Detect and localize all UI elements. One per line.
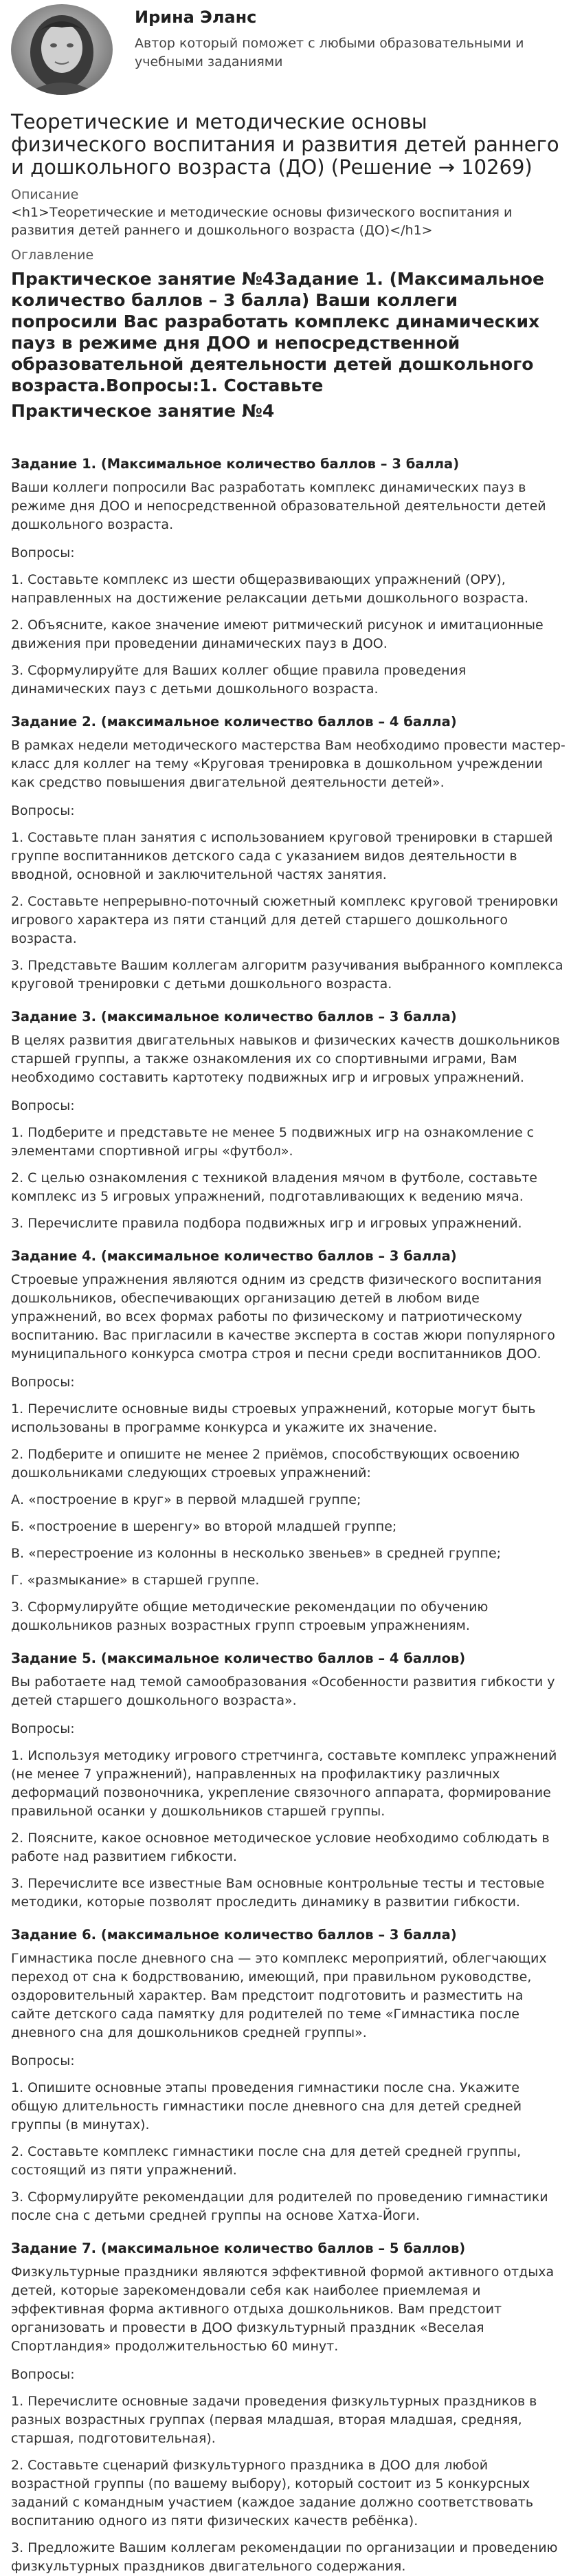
- description-label: Описание: [11, 187, 79, 202]
- task-paragraph: Г. «размыкание» в старшей группе.: [11, 1573, 260, 1588]
- task-title: Задание 3. (максимальное количество баллов – 3 балла): [11, 1009, 457, 1025]
- task-paragraph: 3. Представьте Вашим коллегам алгоритм разучивания выбранного комплекса круговой тренировки с детьми дошкольного возраста.: [11, 958, 563, 992]
- task-title: Задание 1. (Максимальное количество баллов – 3 балла): [11, 456, 460, 472]
- questions-label: Вопросы:: [11, 545, 75, 560]
- toc-heading[interactable]: Практическое занятие №43адание 1. (Максимальное количество баллов – 3 балла) Ваши коллеги попросили Вас разработать комплекс динамических пауз в режиме дня ДОО и непосредственной образовательной деятельности детей дошкольного возраста.Вопросы:1. Составьте: [11, 269, 544, 395]
- task-paragraph: 3. Перечислите все известные Вам основные контрольные тесты и тестовые методики, которые позволят проследить динамику в развитии гибкости.: [11, 1876, 545, 1910]
- task-paragraph: Физкультурные праздники являются эффективной формой активного отдыха детей, которые зарекомендовали себя как наиболее приемлемая и эффективная форма активного отдыха дошкольников. Вам предстоит организовать и провести в ДОО физкультурный праздник «Веселая Спортландия» продолжительностью 60 минут.: [11, 2264, 555, 2354]
- task-paragraph: 3. Перечислите правила подбора подвижных игр и игровых упражнений.: [11, 1216, 522, 1231]
- task-paragraph: 2. С целью ознакомления с техникой владения мячом в футболе, составьте комплекс из 5 игровых упражнений, подготавливающих к ведению мяча.: [11, 1170, 537, 1204]
- toc-subheading[interactable]: Практическое занятие №4: [11, 401, 275, 421]
- description-text: <h1>Теоретические и методические основы физического воспитания и развития детей раннего и дошкольного возраста (ДО)</h1>: [11, 205, 513, 238]
- avatar[interactable]: [11, 4, 113, 95]
- task-section: [11, 1007, 566, 1233]
- author-name[interactable]: Ирина Эланс: [135, 8, 257, 27]
- task-paragraph: 3. Сформулируйте общие методические рекомендации по обучению дошкольников разных возрастных групп строевым упражнениям.: [11, 1600, 489, 1633]
- questions-label: Вопросы:: [11, 2367, 75, 2382]
- task-paragraph: Ваши коллеги попросили Вас разработать комплекс динамических пауз в режиме дня ДОО и непосредственной образовательной деятельности детей дошкольного возраста.: [11, 480, 546, 532]
- task-paragraph: Строевые упражнения являются одним из средств физического воспитания дошкольников, обеспечивающих организацию детей в любом виде упражнений, во всех формах работы по физическому и патриотическому воспитанию. Вас пригласили в качестве эксперта в состав жюри популярного муниципального конкурса смотра строя и песни среди воспитанников ДОО.: [11, 1272, 555, 1362]
- task-title: Задание 6. (максимальное количество баллов – 3 балла): [11, 1927, 457, 1943]
- task-section: [11, 2239, 566, 2576]
- task-paragraph: 3. Сформулируйте для Ваших коллег общие правила проведения динамических пауз с детьми дошкольного возраста.: [11, 663, 467, 697]
- toc-label: Оглавление: [11, 248, 94, 263]
- task-paragraph: 1. Используя методику игрового стретчинга, составьте комплекс упражнений (не менее 7 упражнений), направленных на профилактику различных деформаций позвоночника, укрепление связочного аппарата, формирование правильной осанки у дошкольников старшей группы.: [11, 1748, 557, 1819]
- task-paragraph: 1. Опишите основные этапы проведения гимнастики после сна. Укажите общую длительность гимнастики после дневного сна для детей средней группы (в минутах).: [11, 2080, 522, 2132]
- avatar-photo-icon: [11, 4, 113, 95]
- task-section: [11, 1649, 566, 1912]
- task-paragraph: А. «построение в круг» в первой младшей группе;: [11, 1492, 361, 1507]
- questions-label: Вопросы:: [11, 1721, 75, 1736]
- task-section: [11, 1247, 566, 1635]
- task-paragraph: 2. Объясните, какое значение имеют ритмический рисунок и имитационные движения при проведении динамических пауз в ДОО.: [11, 618, 544, 651]
- task-paragraph: 1. Перечислите основные задачи проведения физкультурных праздников в разных возрастных группах (первая младшая, вторая младшая, средняя, старшая, подготовительная).: [11, 2394, 537, 2446]
- questions-label: Вопросы:: [11, 1098, 75, 1113]
- task-paragraph: 3. Сформулируйте рекомендации для родителей по проведению гимнастики после сна с детьми средней группы на основе Хатха-Йоги.: [11, 2190, 548, 2223]
- task-title: Задание 2. (максимальное количество баллов – 4 балла): [11, 714, 457, 730]
- task-section: [11, 455, 566, 699]
- task-paragraph: 1. Подберите и представьте не менее 5 подвижных игр на ознакомление с элементами спортивной игры «футбол».: [11, 1125, 535, 1159]
- task-paragraph: 2. Составьте сценарий физкультурного праздника в ДОО для любой возрастной группы (по вашему выбору), который состоит из 5 конкурсных заданий с командным участием (каждое задание должно соответствовать воспитанию одного из пяти физических качеств ребёнка).: [11, 2458, 534, 2529]
- author-info: [135, 4, 547, 72]
- author-card: [11, 0, 566, 100]
- task-section: [11, 1925, 566, 2225]
- task-paragraph: Б. «построение в шеренгу» во второй младшей группе;: [11, 1519, 397, 1534]
- task-paragraph: 1. Перечислите основные виды строевых упражнений, которые могут быть использованы в программе конкурса и укажите их значение.: [11, 1401, 536, 1435]
- task-paragraph: Вы работаете над темой самообразования «Особенности развития гибкости у детей старшего дошкольного возраста».: [11, 1674, 555, 1708]
- task-title: Задание 7. (максимальное количество баллов – 5 баллов): [11, 2240, 466, 2256]
- task-paragraph: Гимнастика после дневного сна — это комплекс мероприятий, облегчающих переход от сна к бодрствованию, имеющий, при правильном руководстве, оздоровительный характер. Вам предстоит подготовить и разместить на сайте детского сада памятку для родителей по теме «Гимнастика после дневного сна для дошкольников средней группы».: [11, 1951, 547, 2040]
- tasks-list: [11, 455, 566, 2576]
- questions-label: Вопросы:: [11, 1375, 75, 1390]
- task-paragraph: 1. Составьте план занятия с использованием круговой тренировки в старшей группе воспитанников детского сада с указанием видов деятельности в вводной, основной и заключительной частях занятия.: [11, 830, 553, 882]
- task-paragraph: 2. Составьте комплекс гимнастики после сна для детей средней группы, состоящий из пяти упражнений.: [11, 2144, 522, 2178]
- task-section: [11, 712, 566, 994]
- task-paragraph: 2. Поясните, какое основное методическое условие необходимо соблюдать в работе над развитием гибкости.: [11, 1831, 550, 1864]
- task-paragraph: 3. Предложите Вашим коллегам рекомендации по организации и проведению физкультурных праздников двигательного содержания.: [11, 2540, 558, 2574]
- author-description: Автор который поможет с любыми образовательными и учебными заданиями: [135, 36, 524, 69]
- task-paragraph: В рамках недели методического мастерства Вам необходимо провести мастер-класс для коллег на тему «Круговая тренировка в дошкольном учреждении как средство повышения двигательной деятельности детей».: [11, 738, 566, 790]
- task-paragraph: 2. Составьте непрерывно-поточный сюжетный комплекс круговой тренировки игрового характера из пяти станций для детей старшего дошкольного возраста.: [11, 894, 559, 946]
- questions-label: Вопросы:: [11, 2053, 75, 2069]
- task-title: Задание 4. (максимальное количество баллов – 3 балла): [11, 1248, 457, 1264]
- task-paragraph: 1. Составьте комплекс из шести общеразвивающих упражнений (ОРУ), направленных на достижение релаксации детьми дошкольного возраста.: [11, 572, 529, 606]
- task-paragraph: В целях развития двигательных навыков и физических качеств дошкольников старшей группы, а также ознакомления их со спортивными играми, Вам необходимо составить картотеку подвижных игр и игровых упражнений.: [11, 1033, 560, 1085]
- task-title: Задание 5. (максимальное количество баллов – 4 баллов): [11, 1650, 466, 1666]
- task-paragraph: 2. Подберите и опишите не менее 2 приёмов, способствующих освоению дошкольниками следующих строевых упражнений:: [11, 1447, 520, 1481]
- task-paragraph: В. «перестроение из колонны в несколько звеньев» в средней группе;: [11, 1546, 502, 1561]
- page-title: Теоретические и методические основы физического воспитания и развития детей раннего и дошкольного возраста (ДО) (Решение → 10269): [11, 110, 559, 179]
- questions-label: Вопросы:: [11, 803, 75, 818]
